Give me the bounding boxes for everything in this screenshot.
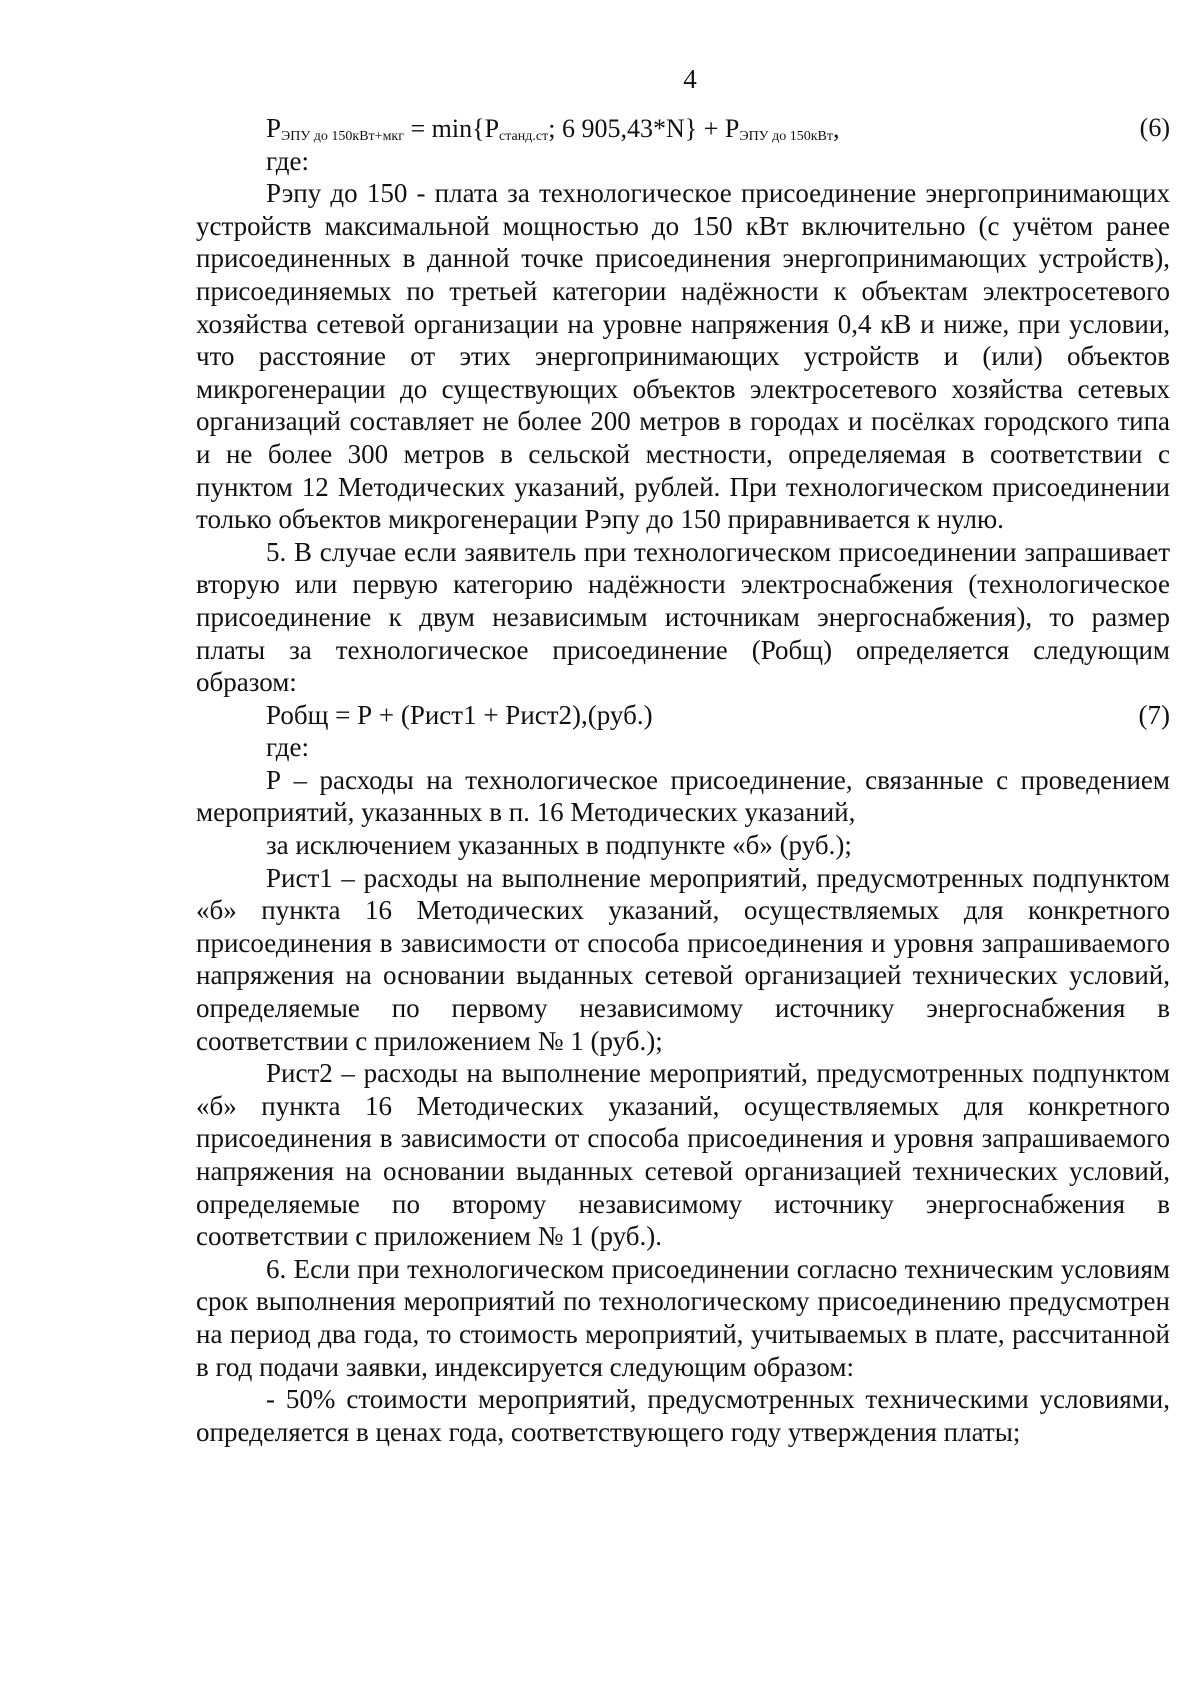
paragraph-rist2-definition: Рист2 – расходы на выполнение мероприятий, предусмотренных подпунктом «б» пункта 16 Методических указаний, осуществляемых для конкретного присоединения в зависимости от способа присоединения и уровня запрашиваемого напряжения на основании выданных сетевой организацией технических условий, определяемые по второму независимому источнику энергоснабжения в соответствии с приложением № 1 (руб.).: [196, 1058, 1170, 1252]
formula-6-lhs-sub: ЭПУ до 150кВт+мкг: [281, 129, 404, 144]
paragraph-r-continuation: за исключением указанных в подпункте «б» (руб.);: [266, 830, 852, 861]
formula-6-rhs-sub: ЭПУ до 150кВт: [739, 129, 833, 144]
paragraph-repu-definition: Рэпу до 150 - плата за технологическое присоединение энергопринимающих устройств максимальной мощностью до 150 кВт включительно (с учётом ранее присоединенных в данной точке присоединения энергопринимающих устройств), присоединяемых по третьей категории надёжности к объектам электросетевого хозяйства сетевой организации на уровне напряжения 0,4 кВ и ниже, при условии, что расстояние от этих энергопринимающих устройств и (или) объектов микрогенерации до существующих объектов электросетевого хозяйства сетевых организаций составляет не более 200 метров в городах и посёлках городского типа и не более 300 метров в сельской местности, определяемая в соответствии с пунктом 12 Методических указаний, рублей. При технологическом присоединении только объектов микрогенерации Рэпу до 150 приравнивается к нулю.: [196, 178, 1170, 535]
bullet-item: - 50% стоимости мероприятий, предусмотренных техническими условиями, определяется в ценах года, соответствующего году утверждения платы;: [196, 1384, 1170, 1447]
paragraph-6: 6. Если при технологическом присоединении согласно техническим условиям срок выполнения мероприятий по технологическому присоединению предусмотрен на период два года, то стоимость мероприятий, учитываемых в плате, рассчитанной в год подачи заявки, индексируется следующим образом:: [196, 1253, 1170, 1382]
formula-6-tail: ,: [832, 114, 840, 143]
paragraph-r-definition: Р – расходы на технологическое присоединение, связанные с проведением мероприятий, указанных в п. 16 Методических указаний,: [196, 764, 1170, 828]
formula-7-text: Робщ = Р + (Рист1 + Рист2),(руб.): [266, 699, 653, 730]
formula-6: [196, 112, 1170, 145]
formula-6-lhs: Р: [266, 113, 282, 143]
paragraph-5: 5. В случае если заявитель при технологическом присоединении запрашивает вторую или первую категорию надёжности электроснабжения (технологическое присоединение к двум независимым источникам энергоснабжения), то размер платы за технологическое присоединение (Робщ) определяется следующим образом:: [196, 536, 1170, 698]
document-body: [196, 112, 1170, 1448]
formula-6-number: (6): [1139, 113, 1170, 142]
where-label: где:: [266, 145, 309, 176]
formula-6-pst-sub: станд.ст: [499, 129, 549, 144]
where-label-2: где:: [266, 732, 309, 763]
formula-7: [196, 699, 1170, 732]
page-number: 4: [683, 64, 697, 94]
formula-6-min: = min{Р: [403, 114, 500, 143]
formula-6-middle: ; 6 905,43*N} + Р: [548, 114, 740, 143]
paragraph-rist1-definition: Рист1 – расходы на выполнение мероприятий, предусмотренных подпунктом «б» пункта 16 Методических указаний, осуществляемых для конкретного присоединения в зависимости от способа присоединения и уровня запрашиваемого напряжения на основании выданных сетевой организацией технических условий, определяемые по первому независимому источнику энергоснабжения в соответствии с приложением № 1 (руб.);: [196, 862, 1170, 1056]
formula-7-number: (7): [1138, 699, 1170, 730]
